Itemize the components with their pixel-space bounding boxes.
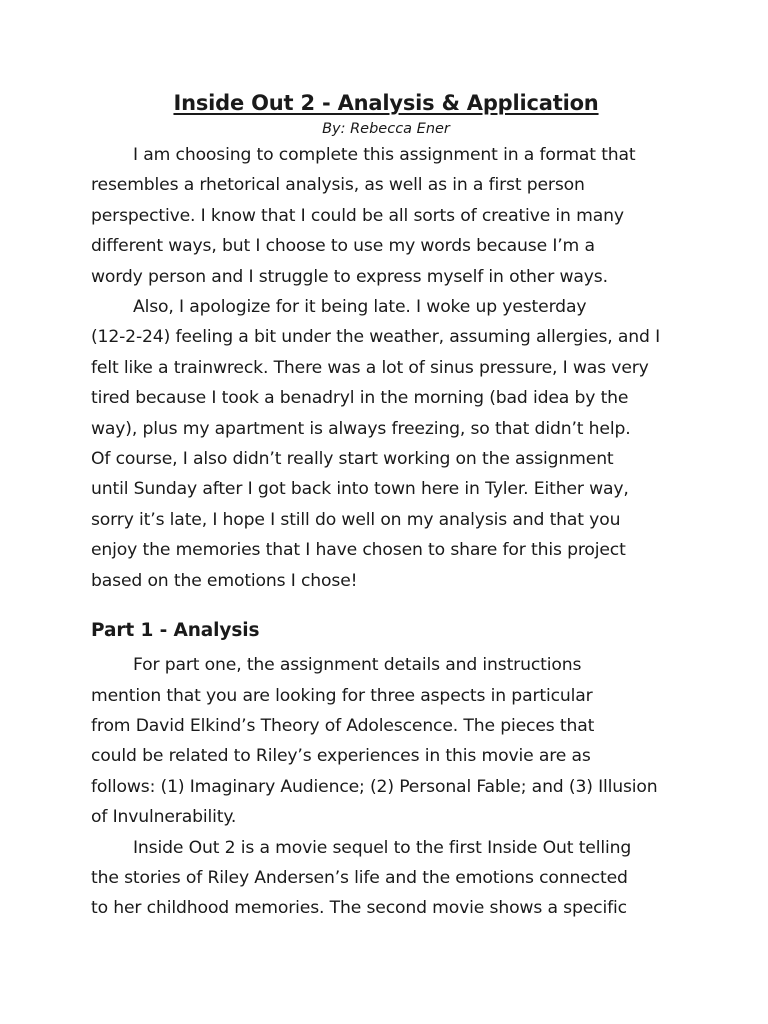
paragraph [91,140,681,292]
paragraph-line: (12-2-24) feeling a bit under the weather, assuming allergies, and I [91,327,661,348]
paragraph-line: of Invulnerability. [91,807,237,828]
paragraph-line: I am choosing to complete this assignment in a format that [133,145,636,165]
paragraph-line: Also, I apologize for it being late. I woke up yesterday [133,297,587,318]
paragraph-line: follows: (1) Imaginary Audience; (2) Personal Fable; and (3) Illusion [91,776,658,797]
document-page [91,88,681,924]
intro-section [91,140,681,596]
paragraph-line: way), plus my apartment is always freezing, so that didn’t help. [91,418,631,439]
paragraph-line: Inside Out 2 is a movie sequel to the first Inside Out telling [133,837,632,858]
paragraph [91,292,681,596]
paragraph-line: For part one, the assignment details and instructions [133,655,582,676]
paragraph-line: tired because I took a benadryl in the morning (bad idea by the [91,388,629,409]
paragraph-line: until Sunday after I got back into town here in Tyler. Either way, [91,479,629,500]
paragraph [91,833,681,924]
analysis-section [91,650,681,924]
paragraph-line: the stories of Riley Andersen’s life and the emotions connected [91,867,628,888]
paragraph-line: could be related to Riley’s experiences in this movie are as [91,746,591,767]
paragraph-line: wordy person and I struggle to express myself in other ways. [91,266,608,287]
paragraph-line: perspective. I know that I could be all sorts of creative in many [91,205,624,226]
paragraph [91,650,681,832]
document-byline: By: Rebecca Ener [322,121,450,137]
paragraph-line: felt like a trainwreck. There was a lot of sinus pressure, I was very [91,357,649,378]
paragraph-line: based on the emotions I chose! [91,570,358,591]
paragraph-line: Of course, I also didn’t really start working on the assignment [91,449,614,470]
paragraph-line: enjoy the memories that I have chosen to share for this project [91,540,626,561]
section-heading: Part 1 - Analysis [91,620,260,642]
paragraph-line: mention that you are looking for three aspects in particular [91,685,593,706]
paragraph-line: different ways, but I choose to use my words because I’m a [91,236,595,257]
document-title: Inside Out 2 - Analysis & Application [173,91,599,115]
paragraph-line: resembles a rhetorical analysis, as well as in a first person [91,175,585,196]
paragraph-line: to her childhood memories. The second movie shows a specific [91,898,627,919]
paragraph-line: from David Elkind’s Theory of Adolescence. The pieces that [91,715,595,736]
paragraph-line: sorry it’s late, I hope I still do well on my analysis and that you [91,509,621,530]
